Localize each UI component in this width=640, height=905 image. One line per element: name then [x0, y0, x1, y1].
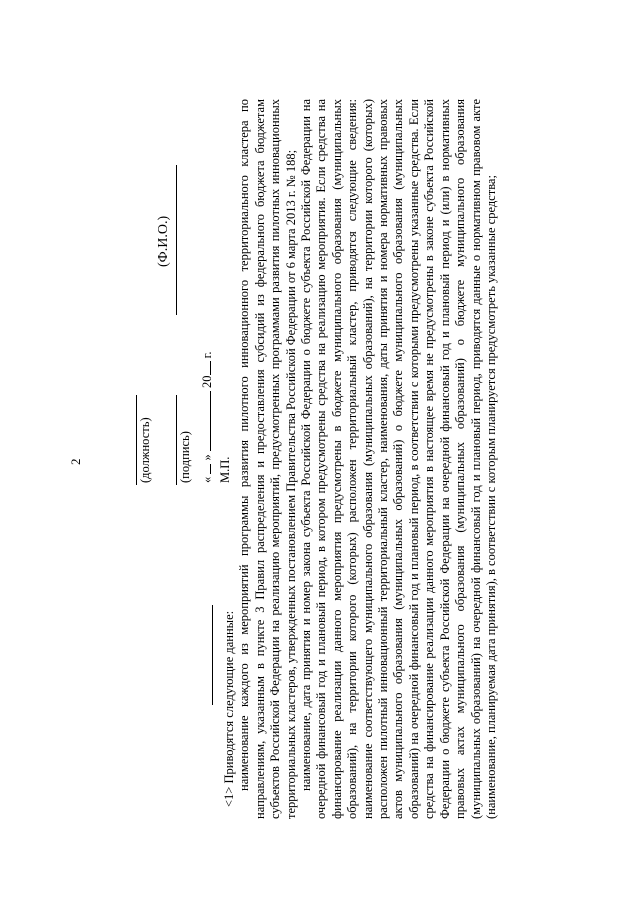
name-line	[176, 165, 177, 315]
footnote-paragraph: наименование каждого из мероприятий программы развития пилотного инновационного территориального кластера по направлениям, указанным в пункте 3 Правил распределения и предоставления субсидий из федерального бюджета бюджетам субъектов Российской Федерации на реализацию мероприятий, предусмотренных программами развития пилотных инновационных территориальных кластеров, утвержденных постановлением Правительства Российской Федерации от 6 марта 2013 г. № 188;	[237, 99, 298, 819]
name-label: (Ф.И.О.)	[156, 215, 171, 267]
position-line	[136, 395, 137, 485]
date-close-quote: »	[200, 454, 214, 461]
signature-label: (подпись)	[178, 431, 192, 483]
page-number: 2	[68, 458, 83, 465]
date-year-prefix: 20	[200, 375, 214, 388]
footnote-separator	[212, 605, 213, 705]
footnotes	[222, 99, 499, 819]
date-open-quote: «	[200, 476, 214, 483]
stamp-label: М.П.	[218, 456, 232, 483]
date-year-suffix: г.	[200, 351, 214, 359]
signature-line	[176, 395, 177, 485]
position-label: (должность)	[138, 417, 152, 483]
date-row	[200, 352, 215, 483]
footnote-heading: <1> Приводятся следующие данные:	[222, 610, 236, 807]
footnote-paragraph: наименование, дата принятия и номер закона субъекта Российской Федерации о бюджете субъекта Российской Федерации на очередной финансовый год и плановый период, в котором предусмотрены средства на реализацию мероприятия. Если средства на финансирование реализации данного мероприятия предусмотрены в бюджете муниципального образования (муниципальных образований), на территории которого (которых) расположен территориальный кластер, приводятся следующие сведения: наименование соответствующего муниципального образования (муниципальных образований), на территории которого (которых) расположен пилотный инновационный территориальный кластер, наименования, даты принятия и номера нормативных правовых актов муниципального образования (муниципальных образований) о бюджете муниципального образования (муниципальных образований) на очередной финансовый год и плановый период, в соответствии с которыми предусмотрены указанные средства. Если средства на финансирование реализации данного мероприятия в настоящее время не предусмотрены в законе субъекта Российской Федерации о бюджете субъекта Российской Федерации на очередной финансовый год и плановый период и (или) в нормативных правовых актах муниципального образования (муниципальных образований) о бюджете муниципального образования (муниципальных образований) на очередной финансовый год и плановый период, приводятся данные о нормативном правовом акте (наименование, планируемая дата принятия), в соответствии с которым планируется предусмотреть указанные средства;	[299, 99, 498, 819]
